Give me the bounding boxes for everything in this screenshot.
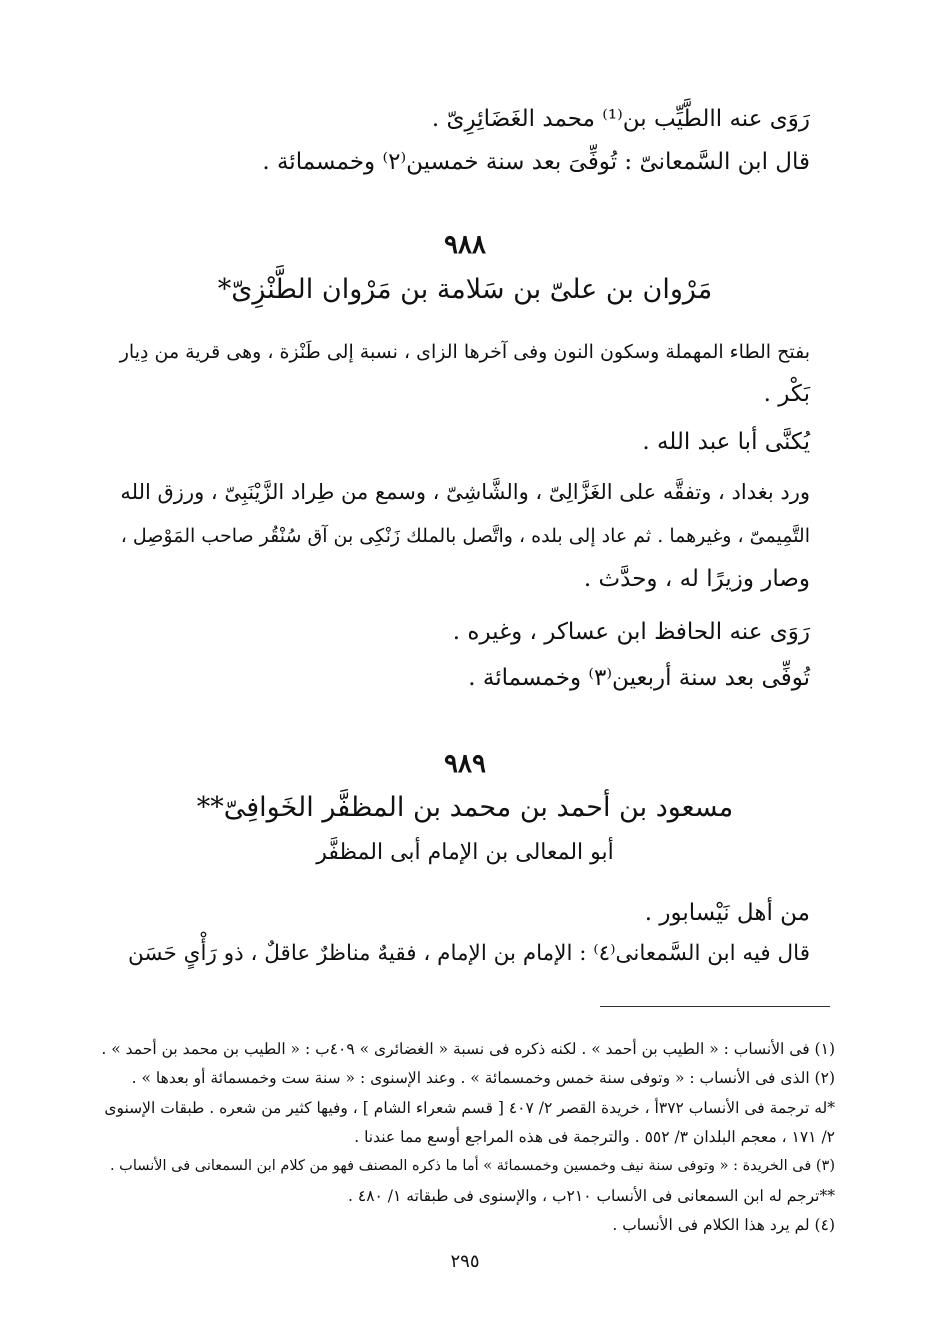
text-line: تُوفِّى بعد سنة أربعين⁽٣⁾ وخمسمائة . xyxy=(468,665,810,691)
entry-kunya: أبو المعالى بن الإمام أبى المظفَّر xyxy=(316,840,614,865)
footnote: **ترجم له ابن السمعانى فى الأنساب ٢١٠ب ، والإسنوى فى طبقاته ١/ ٤٨٠ . xyxy=(348,1187,835,1205)
footnote-separator xyxy=(600,1006,830,1007)
text-line: بَكْر . xyxy=(763,381,810,407)
text-line: رَوَى عنه الحافظ ابن عساكر ، وغيره . xyxy=(452,619,810,645)
text-line: ورد بغداد ، وتفقَّه على الغَزَّالِىّ ، والشَّاشِىّ ، وسمع من طِراد الزَّيْنَبِىّ ، ورزق الله xyxy=(120,480,810,504)
footnote: (٢) الذى فى الأنساب : « وتوفى سنة خمس وخمسمائة » . وعند الإسنوى : « سنة ست وخمسمائة أو بعدها » . xyxy=(131,1069,835,1087)
footnote: (٤) لم يرد هذا الكلام فى الأنساب . xyxy=(612,1216,835,1234)
text-line: من أهل نَيْسابور . xyxy=(644,900,810,926)
text-line: يُكنَّى أبا عبد الله . xyxy=(642,429,810,455)
footnote: *له ترجمة فى الأنساب ٣٧٢أ ، خريدة القصر ٢/ ٤٠٧ [ قسم شعراء الشام ] ، وفيها كثير من شعره . طبقات الإسنوى xyxy=(104,1099,835,1117)
text-line: قال فيه ابن السَّمعانى⁽٤⁾ : الإمام بن الإمام ، فقيهٌ مناظرٌ عاقلٌ ، ذو رَأْىٍ حَسَن xyxy=(128,941,810,966)
text-line: بفتح الطاء المهملة وسكون النون وفى آخرها الزاى ، نسبة إلى طَنْزة ، وهى قرية من دِيار xyxy=(119,341,810,363)
footnote: (١) فى الأنساب : « الطيب بن أحمد » . لكنه ذكره فى نسبة « الغضائرى » ٤٠٩ب : « الطيب بن محمد بن أحمد » . xyxy=(101,1040,835,1058)
entry-title: مَرْوان بن علىّ بن سَلامة بن مَرْوان الطَّنْزِىّ* xyxy=(217,274,713,305)
text-line: رَوَى عنه االطَّيِّب بن⁽¹⁾ محمد الغَضَائِرِىّ . xyxy=(431,106,810,132)
page-number: ٢٩٥ xyxy=(450,1251,480,1272)
entry-number: ٩٨٩ xyxy=(444,749,486,779)
entry-title: مسعود بن أحمد بن محمد بن المظفَّر الخَوافِىّ** xyxy=(196,792,734,823)
text-line: التَّمِيمىّ ، وغيرهما . ثم عاد إلى بلده ، واتَّصل بالملك زَنْكِى بن آق سُنْقُر صاحب المَوْصِل ، xyxy=(120,525,810,547)
text-line: قال ابن السَّمعانىّ : تُوفِّىَ بعد سنة خمسين⁽٢⁾ وخمسمائة . xyxy=(262,149,810,175)
entry-number: ٩٨٨ xyxy=(444,230,486,260)
text-line: وصار وزيرًا له ، وحدَّث . xyxy=(583,566,810,592)
footnote: ٢/ ١٧١ ، معجم البلدان ٣/ ٥٥٢ . والترجمة فى هذه المراجع أوسع مما عندنا . xyxy=(354,1128,835,1146)
footnote: (٣) فى الخريدة : « وتوفى سنة نيف وخمسين وخمسمائة » أما ما ذكره المصنف فهو من كلام ابن السمعانى فى الأنساب . xyxy=(109,1158,835,1174)
